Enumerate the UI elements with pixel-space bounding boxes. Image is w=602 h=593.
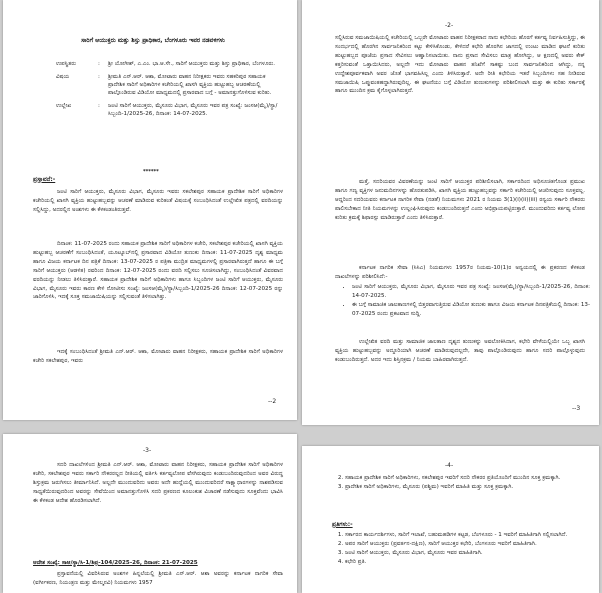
page-number-top: -2- <box>445 22 454 29</box>
copies-list <box>335 531 590 567</box>
list-item: • ಜಂಟಿ ಸಾರಿಗೆ ಆಯುಕ್ತರು, ಮೈಸೂರು ವಿಭಾಗ, ಮೈಸೂರು ಇವರ ಪತ್ರ ಸಂಖ್ಯೆ: ಜಂಸಆ(ಮೈ)/ಸ್ಥಾ/ಸಿಬ್ಬಂದಿ-1/2025-26, ದಿನಾಂಕ: 14-07-2025. <box>352 283 590 301</box>
copies-heading: ಪ್ರತಿಗಳು:- <box>332 521 353 528</box>
list-item: 2. ಅಪರ ಸಾರಿಗೆ ಆಯುಕ್ತರು (ಪ್ರವರ್ತನ-ದಕ್ಷಿಣ), ಸಾರಿಗೆ ಆಯುಕ್ತರ ಕಛೇರಿ, ಬೆಂಗಳೂರು ಇವರಿಗೆ ಮಾಹಿತಿಗಾಗಿ. <box>345 540 590 549</box>
paragraph-1: ಸದರಿ ದಾಖಲೆಗಳಿಂದ ಶ್ರೀಮತಿ ಎನ್.ಆರ್. ಆಶಾ, ಮೋಟಾರು ವಾಹನ ನಿರೀಕ್ಷಕರು, ಸಹಾಯಕ ಪ್ರಾದೇಶಿಕ ಸಾರಿಗೆ ಅಧಿಕಾರಿಗಳ ಕಚೇರಿ, ಸಕಲೇಶಪುರ ಇವರು ಸರ್ಕಾರಿ ನೌಕರರಲ್ಲದ ರೀತಿಯಲ್ಲಿ ವರ್ತಿಸಿ ಕರ್ತವ್ಯಲೋಪ ವೆಸಗಿರುವುದು ಕಂಡುಬಂದಿರುವುದರಿಂದ ಅವರ ವಿರುದ್ಧ ಶಿಸ್ತುಕ್ರಮ ಜರುಗಿಸಲು ತೀರ್ಮಾನಿಸಿದೆ. ಅಲ್ಲದೇ ಮುಂದುವರಿದು ಅವರು ಅದೇ ಹುದ್ದೆಯಲ್ಲಿ ಮುಂದುವರಿದರೆ ಸಾಕ್ಷ್ಯಾಧಾರಗಳನ್ನು ನಾಶಪಡಿಸುವ ಸಾಧ್ಯತೆಯಿರುವುದರಿಂದ ಅವರನ್ನು ಸೇವೆಯಿಂದ ಅಮಾನತ್ತುಗೊಳಿಸಿ ಸದರಿ ಪ್ರಕರಣದ ಕೂಲಂಕುಶ ವಿಚಾರಣೆ ನಡೆಸುವುದು ಸೂಕ್ತವೆಂದು ಭಾವಿಸಿ ಈ ಕೆಳಕಂಡ ಆದೇಶ ಹೊರಡಿಸಲಾಗಿದೆ. <box>33 462 283 504</box>
list-item: 2. ಸಹಾಯಕ ಪ್ರಾದೇಶಿಕ ಸಾರಿಗೆ ಅಧಿಕಾರಿಗಳು, ಸಕಲೇಶಪುರ ಇವರಿಗೆ ಸದರಿ ನೌಕರರ ಪ್ರತಿಯೊಂದಿಗೆ ಮುಂದಿನ ಸೂಕ್ತ ಕ್ರಮಕ್ಕಾಗಿ. <box>345 474 590 483</box>
document-page-3 <box>3 434 297 593</box>
meta-row-reference: ಉಲ್ಲೇಖ : ಜಂಟಿ ಸಾರಿಗೆ ಆಯುಕ್ತರು, ಮೈಸೂರು ವಿಭಾಗ, ಮೈಸೂರು ಇವರ ಪತ್ರ ಸಂಖ್ಯೆ: ಜಂಸಆ(ಮೈ)/ಸ್ಥಾ/ಸಿಬ್ಬಂದಿ-1/2025-26, ದಿನಾಂಕ: 14-07-2025. <box>56 103 278 117</box>
list-item: 1. ಸರ್ಕಾರದ ಕಾರ್ಯದರ್ಶಿಗಳು, ಸಾರಿಗೆ ಇಲಾಖೆ, ಬಹುಮಹಡಿಗಳ ಕಟ್ಟಡ, ಬೆಂಗಳೂರು - 1 ಇವರಿಗೆ ಮಾಹಿತಿಗಾಗಿ ಸಲ್ಲಿಸಲಾಗಿದೆ. <box>345 531 590 540</box>
documents-list <box>340 283 590 319</box>
paragraph-4: ಉಲ್ಲೇಖಿತ ವರದಿ ಮತ್ತು ಸಾಮಾಜಿಕ ಜಾಲತಾಣ ದೃಶ್ಯದ ತುಣುಕನ್ನು ಅವಲೋಕಿಸಿದಾಗ, ಕಛೇರಿ ವೇಳೆಯಲ್ಲಿಯೇ ಒಬ್ಬ ಖಾಸಗಿ ವ್ಯಕ್ತಿಯ ಹುಟ್ಟುಹಬ್ಬವನ್ನು ಅದ್ದೂರಿಯಾಗಿ ಆಚರಣೆ ಮಾಡಿರುವುದಲ್ಲದೇ, ತಾವು ಪಾಲ್ಗೊಂಡಿರುವುದು ಹಾಗೂ ಸದರಿ ಪಾಲ್ಗೊಳ್ಳುವುದು ಕಂಡುಬಂದಿರುತ್ತದೆ. ಅದರ ಇದು ಶಿಸ್ತಿನಕ್ರಮ / ನಿಯಮ ಬಾಹಿರವಾಗಿರುತ್ತದೆ. <box>335 339 585 363</box>
meta-table <box>56 60 281 123</box>
document-page-2 <box>302 0 599 425</box>
proceedings-header: ಸಾರಿಗೆ ಆಯುಕ್ತರು ಮತ್ತು ಶಿಸ್ತು ಪ್ರಾಧಿಕಾರ, ಬೆಂಗಳೂರು ಇವರ ನಡವಳಿಗಳು <box>81 37 225 44</box>
preamble-paragraph-1: ಜಂಟಿ ಸಾರಿಗೆ ಆಯುಕ್ತರು, ಮೈಸೂರು ವಿಭಾಗ, ಮೈಸೂರು ಇವರು ಸಕಲೇಶಪುರ ಸಹಾಯಕ ಪ್ರಾದೇಶಿಕ ಸಾರಿಗೆ ಅಧಿಕಾರಿಗಳ ಕಚೇರಿಯಲ್ಲಿ ಖಾಸಗಿ ವ್ಯಕ್ತಿಯ ಹುಟ್ಟುಹಬ್ಬವನ್ನು ಆಚರಣೆ ಮಾಡಿರುವ ಕುರಿತಂತೆ ವಿಷಯಕ್ಕೆ ಸಂಬಂಧಿಸಿದಂತೆ ಉಲ್ಲೇಖಿತ ಪತ್ರದಲ್ಲಿ ವರದಿಯನ್ನು ಸಲ್ಲಿಸಿದ್ದು, ಅದರಲ್ಲಿನ ಅಂಶಗಳು ಈ ಕೆಳಕಂಡಂತಿರುತ್ತವೆ. <box>33 189 283 213</box>
meta-row-subject: ವಿಷಯ : ಶ್ರೀಮತಿ ಎನ್.ಆರ್. ಆಶಾ, ಮೋಟಾರು ವಾಹನ ನಿರೀಕ್ಷಕರು ಇವರು ಸಹಕರಿಪುರ ಸಹಾಯಕ ಪ್ರಾದೇಶಿಕ ಸಾರಿಗೆ ಅಧಿಕಾರಿಗಳ ಕಚೇರಿಯಲ್ಲಿ ಖಾಸಗಿ ವ್ಯಕ್ತಿಯ ಹುಟ್ಟುಹಬ್ಬ ಆಚರಣೆಯಲ್ಲಿ ಪಾಲ್ಗೊಂಡಿರುವ ವಿಡಿಯೋ ಮಾಧ್ಯಮದಲ್ಲಿ ಪ್ರಸಾರವಾದ ಬಗ್ಗೆ - ಅಮಾನತ್ತುಗೊಳಿಸುವ ಕುರಿತು. <box>56 74 272 96</box>
separator-stars: ****** <box>143 169 159 175</box>
document-page-1 <box>3 0 297 420</box>
paragraph-2: ಮತ್ತೆ, ಸದರಿಯವರ ವಿವರಣೆಯನ್ನು ಜಂಟಿ ಸಾರಿಗೆ ಆಯುಕ್ತರ ಪರಿಶೀಲಿಸಲಾಗಿ, ಸರ್ಕಾರದಿಂದ ಅಧಿಸೂಚಿತಗೊಂಡ ಪ್ರಮುಖ ಹಾಗೂ ಗಣ್ಯ ವ್ಯಕ್ತಿಗಳ ಜನುಮದಿನಗಳನ್ನು ಹೊರತುಪಡಿಸಿ, ಖಾಸಗಿ ವ್ಯಕ್ತಿಯ ಹುಟ್ಟುಹಬ್ಬವನ್ನು ಸರ್ಕಾರಿ ಕಚೇರಿಯಲ್ಲಿ ಆಚರಿಸುವುದು ಸೂಕ್ತವಲ್ಲ. ಆದ್ದರಿಂದ ಸದರಿಯವರು ಕರ್ನಾಟಕ ನಾಗರಿಕ ಸೇವಾ (ನಡತೆ) ನಿಯಮಗಳು 2021 ರ ನಿಯಮ 3(1)(i)(ii)(iii) ರನ್ವಯ ಸರ್ಕಾರಿ ನೌಕರರು ಪಾಲಿಸಬೇಕಾದ ನೀತಿ ನಿಯಮಗಳನ್ನು ಉಲ್ಲಂಘಿಸಿರುವುದು ಕಂಡುಬಂದಿರುತ್ತದೆ ಎಂದು ಅಭಿಪ್ರಾಯಪಟ್ಟಿರುತ್ತಾರೆ. ಮುಂದುವರಿದು ಕರ್ತವ್ಯ ಲೋಪ ಕುರಿತು ಕ್ರಮಕ್ಕೆ ಶಿಫಾರಸ್ಸು ಮಾಡಿರುತ್ತಾರೆ ಎಂದು ತಿಳಿಸಿರುತ್ತಾರೆ. <box>335 179 585 221</box>
page-number: --3 <box>572 405 581 412</box>
page-number-top: -4- <box>445 462 454 469</box>
meta-row-present: ಉಪಸ್ಥಿತರು : ಶ್ರೀ ಯೋಗೀಶ್, ಎ.ಎಂ. ಭಾ.ಆ.ಸೇ., ಸಾರಿಗೆ ಆಯುಕ್ತರು ಮತ್ತು ಶಿಸ್ತು ಪ್ರಾಧಿಕಾರ, ಬೆಂಗಳೂರು. <box>56 61 276 67</box>
paragraph-3: ಕರ್ನಾಟಕ ನಾಗರಿಕ ಸೇವಾ (ಸಿಸಿಎ) ನಿಯಮಗಳು 1957ರ ನಿಯಮ-10(1)ರ ಅನ್ವಯದಲ್ಲಿ ಈ ಪ್ರಕರಣದ ಕೆಳಕಂಡ ದಾಖಲೆಗಳನ್ನು ಪರಿಶೀಲಿಸಿದೆ:- <box>335 265 585 280</box>
order-paragraph: ಪ್ರಸ್ತಾವನೆಯಲ್ಲಿ ವಿವರಿಸಿರುವ ಅಂಶಗಳ ಹಿನ್ನಲೆಯಲ್ಲಿ ಶ್ರೀಮತಿ ಎನ್.ಆರ್. ಆಶಾ ಅವರನ್ನು ಕರ್ನಾಟಕ ನಾಗರಿಕ ಸೇವಾ (ವರ್ಗೀಕರಣ, ನಿಯಂತ್ರಣ ಮತ್ತು ಮೇಲ್ಮನವಿ) ನಿಯಮಗಳು 1957 <box>33 571 283 586</box>
preamble-paragraph-2: ದಿನಾಂಕ: 11-07-2025 ರಂದು ಸಹಾಯಕ ಪ್ರಾದೇಶಿಕ ಸಾರಿಗೆ ಅಧಿಕಾರಿಗಳ ಕಚೇರಿ, ಸಕಲೇಶಪುರ ಕಚೇರಿಯಲ್ಲಿ ಖಾಸಗಿ ವ್ಯಕ್ತಿಯ ಹುಟ್ಟುಹಬ್ಬ ಆಚರಣೆಗೆ ಸಂಬಂಧಿಸಿದಂತೆ, ಯೂಟ್ಯೂಬ್‌ನಲ್ಲಿ ಪ್ರಸಾರವಾದ ವಿಡಿಯೋ ತುಣುಕು ದಿನಾಂಕ: 11-07-2025 ದೃಶ್ಯ ಮಾಧ್ಯಮ ಹಾಗೂ ವಿಜಯ ಕರ್ನಾಟಕ ದಿನ ಪತ್ರಿಕೆ ದಿನಾಂಕ: 13-07-2025 ರ ಪತ್ರಿಕಾ ಮುದ್ರಿತ ಮಾಧ್ಯಮಗಳಲ್ಲಿ ಪ್ರಸಾರವಾಗಿರುತ್ತದೆ ಹಾಗೂ ಈ ಬಗ್ಗೆ ಸಾರಿಗೆ ಆಯುಕ್ತರು (ಆಡಳಿತ) ರವರಿಂದ ದಿನಾಂಕ: 12-07-2025 ರಂದು ವರದಿ ಸಲ್ಲಿಸಲು ಸೂಚಿಸಲಾಗಿದ್ದು, ಸಂಬಂಧಿಸಿದಂತೆ ವಿವರವಾದ ವರದಿಯನ್ನು ನೀಡಲು ತಿಳಿಸಿರುತ್ತಾರೆ. ಸಹಾಯಕ ಪ್ರಾದೇಶಿಕ ಸಾರಿಗೆ ಅಧಿಕಾರಿಗಳು ಹಾಗೂ ಸಿಬ್ಬಂದಿಗಳ ಜಂಟಿ ಸಾರಿಗೆ ಆಯುಕ್ತರು, ಮೈಸೂರು ವಿಭಾಗ, ಮೈಸೂರು ಇವರು ಕಾರಣ ಕೇಳಿ ನೋಟೀಸು ಸಂಖ್ಯೆ: ಜಂಸಆ(ಮೈ)/ಸ್ಥಾ/ಸಿಬ್ಬಂದಿ-1/2025-26 ದಿನಾಂಕ: 12-07-2025 ರನ್ನು ಜಾರಿಗೊಳಿಸಿ, ಇದಕ್ಕೆ ಸೂಕ್ತ ಸಮಜಾಯಿಷಿಯನ್ನು ಸಲ್ಲಿಸುವಂತೆ ತಿಳಿಸಲಾಗಿತ್ತು. <box>33 241 283 301</box>
preamble-paragraph-3: ಇದಕ್ಕೆ ಸಂಬಂಧಿಸಿದಂತೆ ಶ್ರೀಮತಿ ಎನ್.ಆರ್. ಆಶಾ, ಮೋಟಾರು ವಾಹನ ನಿರೀಕ್ಷಕರು, ಸಹಾಯಕ ಪ್ರಾದೇಶಿಕ ಸಾರಿಗೆ ಅಧಿಕಾರಿಗಳ ಕಚೇರಿ ಸಕಲೇಶಪುರ, ಇವರು <box>33 349 283 364</box>
list-item: 3. ಜಂಟಿ ಸಾರಿಗೆ ಆಯುಕ್ತರು, ಮೈಸೂರು ವಿಭಾಗ, ಮೈಸೂರು ಇವರ ಮಾಹಿತಿಗಾಗಿ. <box>345 549 590 558</box>
paragraph-1: ಸಲ್ಲಿಸಿರುವ ಸಮಜಾಯಿಷಿಯಲ್ಲಿ ಕಚೇರಿಯಲ್ಲಿ ಒಬ್ಬರೇ ಮೋಟಾರು ವಾಹನ ನಿರೀಕ್ಷಕರಾದ ನಾನು ಕಛೇರಿಯ ಹೊರಗೆ ಕರ್ತವ್ಯ ನಿರ್ವಹಿಸುತ್ತಿದ್ದು, ಈ ಸಂದರ್ಭದಲ್ಲಿ ಹೊರಗಿನ ಸಾರ್ವಜನಿಕರಿಂದ ಕಟ್ಟು ಕೇಳಿಸಿಕೊಂಡು, ಕೇಳಿದರೆ ಕಛೇರಿ ಹೊರಗಿನ ಜಾಗದಲ್ಲಿ ಉಂಟು ಮಾಡಿದ ಘಟನೆ ಕುರಿತು ಹುಟ್ಟುಹಬ್ಬದ ಪೂಜೆಯ ಪ್ರಸಾದ ಸೇವಿಸಲು ಆಹ್ವಾನಿಸಲಾಯಿತು. ನಾನು ಪ್ರಸಾದ ಸೇವಿಸಲು ಮಾತ್ರ ಹೋಗಿದ್ದು, ಆ ಕ್ಷಣದಲ್ಲಿ ಅವರು ಕೇಕ್ ಕತ್ತರಿಸುವಂತೆ ಒತ್ತಾಯಿಸಿದರು, ಅಲ್ಲದೇ ಇದು ಮೋಟಾರು ವಾಹನ ತನಿಖೆಗೆ ಸಾಕಷ್ಟು ಬಂದ ಸಾರ್ವಜನಿಕರಿಂದ ಆಗಿದ್ದು, ನನ್ನ ಉದ್ದೇಶಪೂರ್ವಕವಾಗಿ ಅವರ ಜೊತೆ ಭಾಗವಹಿಸಿಲ್ಲ ಎಂದು ತಿಳಿಸಿರುತ್ತಾರೆ. ಅದೇ ರೀತಿ ಕಛೇರಿಯ ಇತರೆ ಸಿಬ್ಬಂದಿಗಳು ಸಹ ನೀಡಿರುವ ಸಮಜಾಯಿಷಿ ಒಪ್ಪುವಂತಹದ್ದಾಗಿರುವುದಿಲ್ಲ. ಈ ಘಟನೆಯು ಬಗ್ಗೆ ವಿಡಿಯೋ ತುಣುಕುಗಳನ್ನು ಪರಿಶೀಲಿಸಲಾಗಿ ಮತ್ತು ಈ ಕುರಿತು ಸರ್ಕಾರಕ್ಕೆ ಹಾಗೂ ಮುಂದಿನ ಕ್ರಮ ಕೈಗೊಳ್ಳಲಾಗಿರುತ್ತದೆ. <box>335 35 585 95</box>
list-item: • ಈ ಬಗ್ಗೆ ಸಾಮಾಜಿಕ ಜಾಲತಾಣಗಳಲ್ಲಿ ಬಿತ್ತರವಾಗುತ್ತಿರುವ ವಿಡಿಯೋ ತುಣುಕು ಹಾಗೂ ವಿಜಯ ಕರ್ನಾಟಕ ದಿನಪತ್ರಿಕೆಯಲ್ಲಿ ದಿನಾಂಕ: 13-07-2025 ರಂದು ಪ್ರಕಟವಾದ ಸುದ್ದಿ. <box>352 301 590 319</box>
document-page-4 <box>302 446 599 593</box>
preamble-heading: ಪ್ರಸ್ತಾವನೆ:- <box>33 176 56 183</box>
list-item: 3. ಪ್ರಾದೇಶಿಕ ಸಾರಿಗೆ ಅಧಿಕಾರಿಗಳು, ಮೈಸೂರು (ಪಶ್ಚಿಮ) ಇವರಿಗೆ ಮಾಹಿತಿ ಮತ್ತು ಸೂಕ್ತ ಕ್ರಮಕ್ಕಾಗಿ. <box>345 483 590 492</box>
distribution-list <box>335 474 590 492</box>
page-number-top: -3- <box>143 447 152 454</box>
order-number-heading: ಆದೇಶ ಸಂಖ್ಯೆ: ಸಾಆ/ಸ್ಥಾ/ಸಿ-1/ಶಿಪ್ರ-104/2025-26, ದಿನಾಂಕ: 21-07-2025 <box>33 560 198 566</box>
page-number: --2 <box>268 398 277 405</box>
list-item: 4. ಕಛೇರಿ ಪ್ರತಿ. <box>345 558 590 567</box>
